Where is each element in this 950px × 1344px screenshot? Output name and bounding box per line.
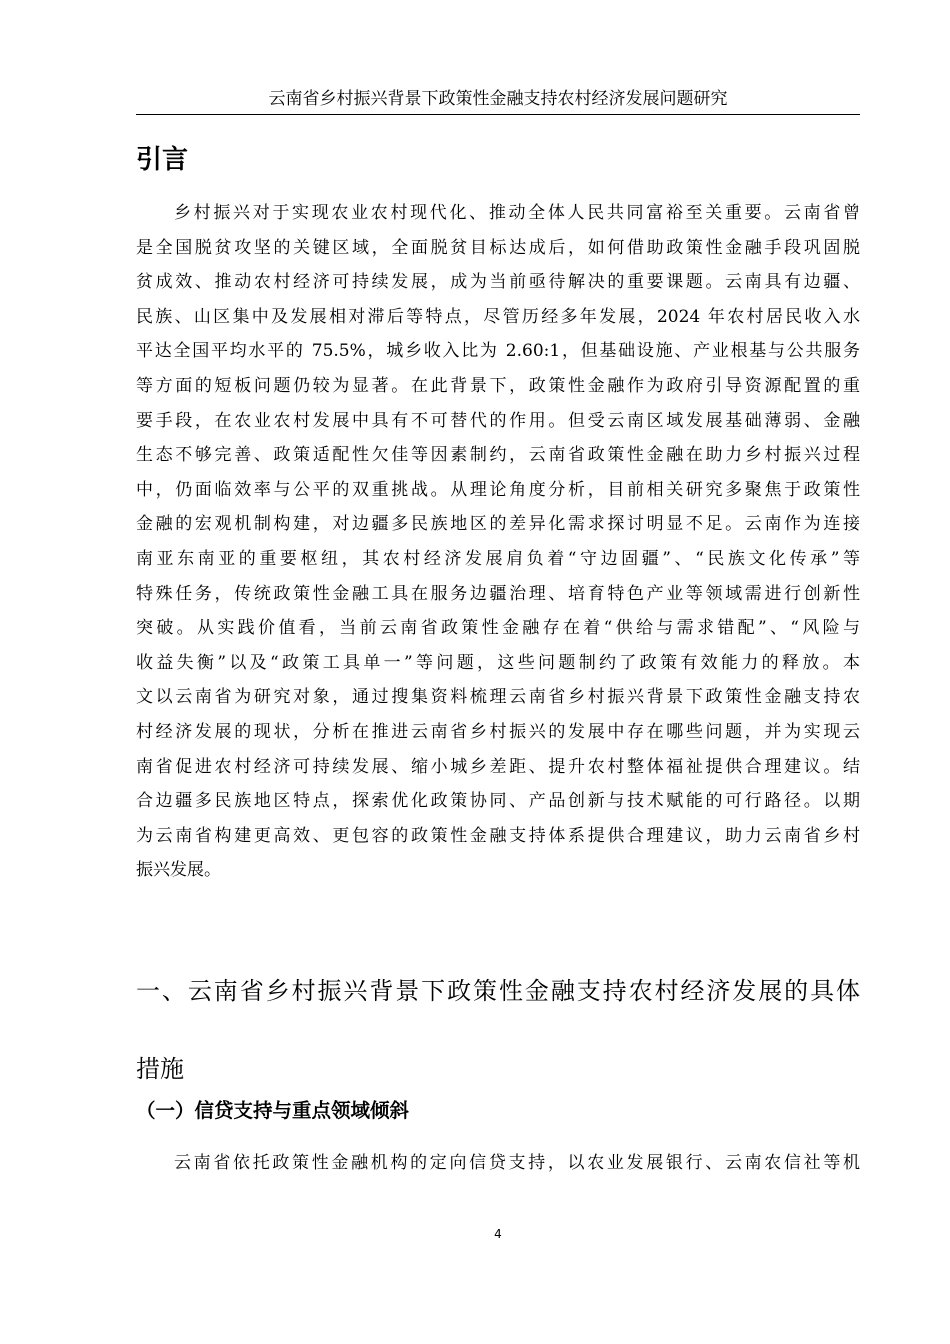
paragraph-line: 是全国脱贫攻坚的关键区域，全面脱贫目标达成后，如何借助政策性金融手段巩固脱 [136,237,860,258]
paragraph-line: 突破。从实践价值看，当前云南省政策性金融存在着“供给与需求错配”、“风险与 [136,618,860,639]
paragraph-line: 金融的宏观机制构建，对边疆多民族地区的差异化需求探讨明显不足。云南作为连接 [136,514,860,535]
paragraph-line: 收益失衡”以及“政策工具单一”等问题，这些问题制约了政策有效能力的释放。本 [136,652,860,673]
header-divider [136,114,860,115]
heading-line: 措施 [136,1055,184,1083]
paragraph-line: 合边疆多民族地区特点，探索优化政策协同、产品创新与技术赋能的可行路径。以期 [136,791,860,812]
paragraph-line: 为云南省构建更高效、更包容的政策性金融支持体系提供合理建议，助力云南省乡村 [136,825,860,846]
section-heading-one [136,952,860,1108]
paragraph-line: 生态不够完善、政策适配性欠佳等因素制约，云南省政策性金融在助力乡村振兴过程 [136,445,860,466]
heading-line: 一、云南省乡村振兴背景下政策性金融支持农村经济发展的具体 [136,977,860,1005]
paragraph-line: 振兴发展。 [136,860,221,881]
paragraph-line: 南省促进农村经济可持续发展、缩小城乡差距、提升农村整体福祉提供合理建议。结 [136,756,860,777]
paragraph-line: 民族、山区集中及发展相对滞后等特点，尽管历经多年发展，2024 年农村居民收入水 [136,306,860,327]
paragraph-line: 村经济发展的现状，分析在推进云南省乡村振兴的发展中存在哪些问题，并为实现云 [136,721,860,742]
paragraph-line: 南亚东南亚的重要枢纽，其农村经济发展肩负着“守边固疆”、“民族文化传承”等 [136,548,860,569]
page-number: 4 [494,1227,502,1241]
subsection-paragraph [136,1146,860,1181]
paragraph-line: 文以云南省为研究对象，通过搜集资料梳理云南省乡村振兴背景下政策性金融支持农 [136,687,860,708]
paragraph-line: 中，仍面临效率与公平的双重挑战。从理论角度分析，目前相关研究多聚焦于政策性 [136,479,860,500]
running-header: 云南省乡村振兴背景下政策性金融支持农村经济发展问题研究 [268,89,728,109]
paragraph-line: 贫成效、推动农村经济可持续发展，成为当前亟待解决的重要课题。云南具有边疆、 [136,272,860,293]
paragraph-line: 平达全国平均水平的 75.5%，城乡收入比为 2.60:1，但基础设施、产业根基与公共服务 [136,341,860,362]
subsection-heading: （一）信贷支持与重点领域倾斜 [136,1099,410,1122]
intro-paragraph [136,196,860,888]
section-heading-intro: 引言 [136,145,189,175]
paragraph-line: 云南省依托政策性金融机构的定向信贷支持，以农业发展银行、云南农信社等机 [174,1153,860,1173]
paragraph-line: 等方面的短板问题仍较为显著。在此背景下，政策性金融作为政府引导资源配置的重 [136,375,860,396]
paragraph-line: 要手段，在农业农村发展中具有不可替代的作用。但受云南区域发展基础薄弱、金融 [136,410,860,431]
paragraph-line: 特殊任务，传统政策性金融工具在服务边疆治理、培育特色产业等领域需进行创新性 [136,583,860,604]
paragraph-line: 乡村振兴对于实现农业农村现代化、推动全体人民共同富裕至关重要。云南省曾 [174,203,860,223]
